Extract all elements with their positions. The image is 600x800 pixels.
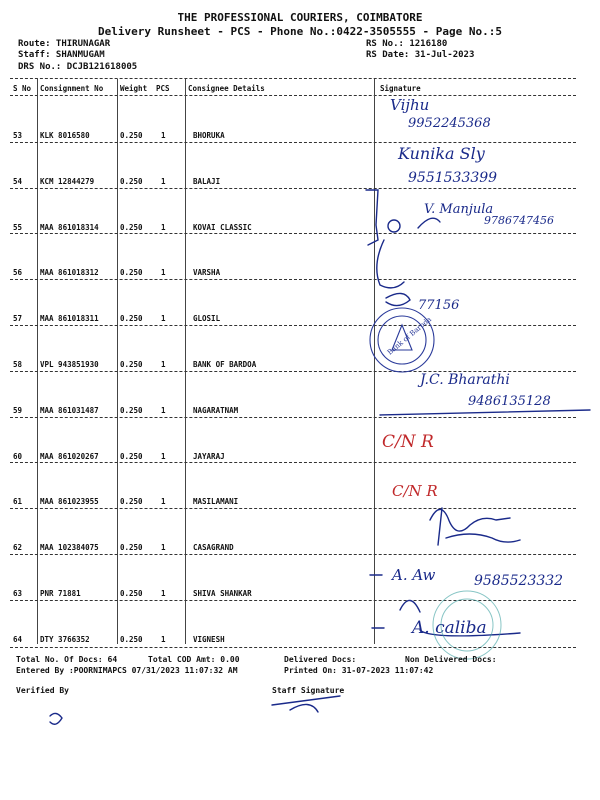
row-pcs: 1 [161, 176, 166, 186]
signature-55: V. Manjula [424, 202, 494, 217]
row-weight: 0.250 [120, 451, 143, 461]
col-sno: S No [13, 84, 32, 93]
row-cons: MAA 861023955 [40, 497, 99, 507]
status-61: C/N R [392, 482, 438, 500]
row-weight: 0.250 [120, 497, 143, 507]
row-weight: 0.250 [120, 543, 143, 553]
row-pcs: 1 [161, 451, 166, 461]
row-sno: 62 [13, 543, 23, 553]
row-consignee: NAGARATNAM [193, 405, 239, 415]
col-signature: Signature [380, 84, 421, 93]
row-cons: VPL 943851930 [40, 360, 99, 369]
route-label: Route: THIRUNAGAR [18, 39, 111, 49]
row-consignee: BANK OF BARDOA [193, 360, 257, 369]
row-consignee: SHIVA SHANKAR [193, 589, 252, 598]
row-pcs: 1 [161, 222, 166, 232]
row-weight: 0.250 [120, 634, 143, 644]
row-cons: MAA 861018314 [40, 222, 99, 232]
signature-63: A. Aw [392, 566, 436, 584]
row-sno: 63 [13, 589, 23, 598]
row-sno: 59 [13, 405, 23, 415]
row-pcs: 1 [161, 497, 166, 507]
row-cons: DTY 3766352 [40, 634, 90, 644]
total-cod: Total COD Amt: 0.00 [148, 655, 240, 664]
row-consignee: BALAJI [193, 176, 221, 186]
row-sno: 53 [13, 131, 23, 140]
col-pcs: PCS [156, 84, 170, 93]
row-sno: 60 [13, 451, 23, 461]
row-cons: MAA 102384075 [40, 543, 99, 553]
verified-by: Verified By [16, 686, 69, 695]
row-weight: 0.250 [120, 405, 143, 415]
row-consignee: MASILAMANI [193, 497, 239, 507]
non-delivered-docs: Non Delivered Docs: [405, 655, 497, 664]
status-60: C/N R [382, 432, 434, 452]
row-pcs: 1 [161, 268, 166, 278]
row-consignee: KOVAI CLASSIC [193, 222, 252, 232]
company-title: THE PROFESSIONAL COURIERS, COIMBATORE [177, 11, 423, 24]
row-cons: MAA 861018311 [40, 314, 99, 324]
phone-54: 9551533399 [408, 170, 498, 186]
col-consignee: Consignee Details [188, 84, 265, 93]
delivered-docs: Delivered Docs: [284, 655, 357, 664]
total-docs: Total No. Of Docs: 64 [16, 655, 118, 664]
col-consignment: Consignment No [40, 84, 104, 93]
row-sno: 64 [13, 634, 23, 644]
row-cons: MAA 861031487 [40, 405, 99, 415]
row-cons: KCM 12844279 [40, 176, 95, 186]
row-pcs: 1 [161, 405, 166, 415]
row-pcs: 1 [161, 314, 166, 324]
row-sno: 57 [13, 314, 23, 324]
phone-53: 9952245368 [408, 116, 491, 131]
signature-53: Vijhu [390, 96, 430, 114]
row-weight: 0.250 [120, 360, 143, 369]
entered-by: Entered By :POORNIMAPCS 07/31/2023 11:07:32 AM [16, 666, 238, 675]
row-pcs: 1 [161, 634, 166, 644]
row-consignee: VARSHA [193, 268, 221, 278]
signature-58: 77156 [418, 298, 460, 313]
row-pcs: 1 [161, 360, 166, 369]
staff-signature: Staff Signature [272, 686, 345, 695]
row-weight: 0.250 [120, 222, 143, 232]
drs-number: DRS No.: DCJB121618005 [18, 62, 138, 72]
staff-label: Staff: SHANMUGAM [18, 50, 105, 60]
col-weight: Weight [120, 84, 148, 93]
runsheet-subtitle: Delivery Runsheet - PCS - Phone No.:0422-3505555 - Page No.:5 [98, 25, 502, 38]
signature-64: A. caliba [412, 618, 487, 638]
row-cons: PNR 71881 [40, 589, 81, 598]
row-weight: 0.250 [120, 131, 143, 140]
row-consignee: VIGNESH [193, 634, 225, 644]
rs-number: RS No.: 1216180 [366, 39, 448, 49]
row-sno: 55 [13, 222, 23, 232]
row-weight: 0.250 [120, 589, 143, 598]
row-weight: 0.250 [120, 314, 143, 324]
row-pcs: 1 [161, 131, 166, 140]
phone-59: 9486135128 [468, 394, 551, 409]
row-pcs: 1 [161, 543, 166, 553]
row-sno: 56 [13, 268, 23, 278]
row-cons: KLK 8016580 [40, 131, 90, 140]
row-sno: 61 [13, 497, 23, 507]
signature-59: J.C. Bharathi [420, 372, 510, 388]
printed-on: Printed On: 31-07-2023 11:07:42 [284, 666, 434, 675]
row-cons: MAA 861018312 [40, 268, 99, 278]
phone-55: 9786747456 [484, 214, 554, 227]
row-sno: 54 [13, 176, 23, 186]
row-consignee: BHORUKA [193, 131, 225, 140]
row-cons: MAA 861020267 [40, 451, 99, 461]
row-consignee: CASAGRAND [193, 543, 234, 553]
row-consignee: GLOSIL [193, 314, 221, 324]
row-weight: 0.250 [120, 176, 143, 186]
phone-63: 9585523332 [474, 573, 564, 589]
row-sno: 58 [13, 360, 23, 369]
row-consignee: JAYARAJ [193, 451, 225, 461]
signature-54: Kunika Sly [398, 144, 485, 163]
bank-stamp: Bank of Baroda [385, 315, 434, 357]
row-pcs: 1 [161, 589, 166, 598]
rs-date: RS Date: 31-Jul-2023 [366, 50, 475, 60]
table-bottom-rule [10, 647, 576, 648]
row-weight: 0.250 [120, 268, 143, 278]
